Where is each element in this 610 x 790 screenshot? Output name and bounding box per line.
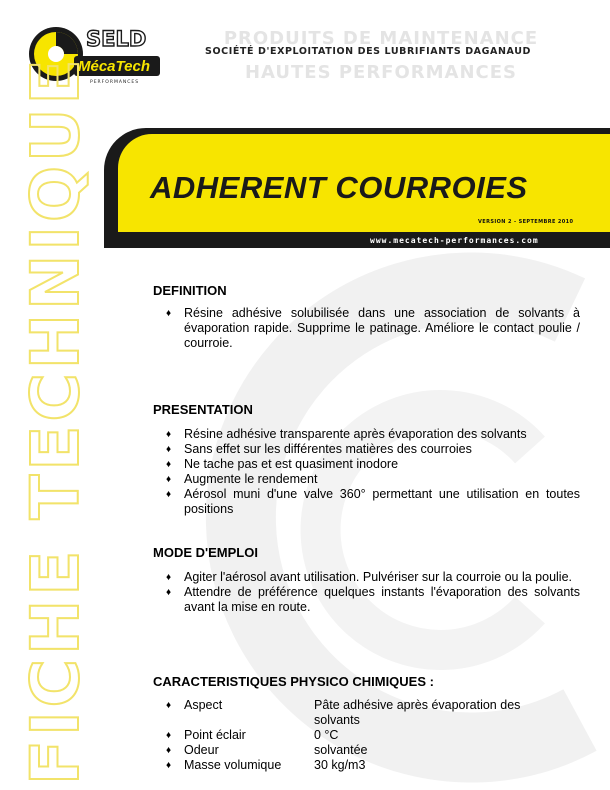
list-item: ♦ Ne tache pas et est quasiment inodore — [166, 457, 580, 472]
carac-label: Masse volumique — [184, 758, 282, 772]
list-item: ♦ Agiter l'aérosol avant utilisation. Pulvériser sur la courroie ou la poulie. — [166, 570, 580, 585]
company-name: SOCIÉTÉ D'EXPLOITATION DES LUBRIFIANTS DAGANAUD — [205, 46, 531, 57]
caracteristiques-heading: CARACTERISTIQUES PHYSICO CHIMIQUES : — [153, 674, 434, 689]
list-item: ♦ Résine adhésive transparente après évaporation des solvants — [166, 427, 580, 442]
carac-value: Pâte adhésive après évaporation des solvants — [314, 698, 521, 727]
list-item: ♦ Aérosol muni d'une valve 360° permettant une utilisation en toutes positions — [166, 487, 580, 517]
version-label: VERSION 2 - SEPTEMBRE 2010 — [478, 219, 574, 225]
list-item: ♦ Résine adhésive solubilisée dans une association de solvants à évaporation rapide. Supprime le patinage. Améliore le contact poulie / courroie. — [166, 306, 580, 351]
carac-label: Point éclair — [184, 728, 246, 742]
mode-emploi-heading: MODE D'EMPLOI — [153, 545, 258, 560]
diamond-icon: ♦ — [166, 745, 172, 756]
watermark-performances: HAUTES PERFORMANCES — [244, 62, 518, 83]
logo-brand-text: MécaTech — [78, 58, 150, 75]
logo-seld-text: SELD — [86, 27, 147, 51]
presentation-heading: PRESENTATION — [153, 402, 253, 417]
mode-emploi-list — [166, 570, 580, 615]
website-url[interactable]: www.mecatech-performances.com — [370, 236, 539, 245]
diamond-icon: ♦ — [166, 700, 172, 711]
definition-list — [166, 306, 580, 351]
definition-heading: DEFINITION — [153, 283, 227, 298]
list-item: ♦ Attendre de préférence quelques instants l'évaporation des solvants avant la mise en route. — [166, 585, 580, 615]
caracteristiques-table — [166, 698, 586, 773]
diamond-icon: ♦ — [166, 760, 172, 771]
carac-label: Odeur — [184, 743, 219, 757]
side-title-text: FICHE TECHNIQUE — [17, 55, 94, 785]
presentation-list — [166, 427, 580, 517]
diamond-icon: ♦ — [166, 730, 172, 741]
carac-label: Aspect — [184, 698, 223, 712]
table-row — [166, 698, 586, 728]
table-row — [166, 728, 586, 743]
logo-sub-text: PERFORMANCES — [90, 80, 140, 85]
list-item: ♦ Sans effet sur les différentes matières des courroies — [166, 442, 580, 457]
carac-value: solvantée — [314, 743, 368, 757]
carac-value: 0 °C — [314, 728, 339, 742]
table-row — [166, 758, 586, 773]
list-item: ♦ Augmente le rendement — [166, 472, 580, 487]
carac-value: 30 kg/m3 — [314, 758, 366, 772]
watermark-produits: PRODUITS DE MAINTENANCE — [223, 28, 539, 49]
table-row — [166, 743, 586, 758]
product-title: ADHERENT COURROIES — [150, 170, 528, 205]
